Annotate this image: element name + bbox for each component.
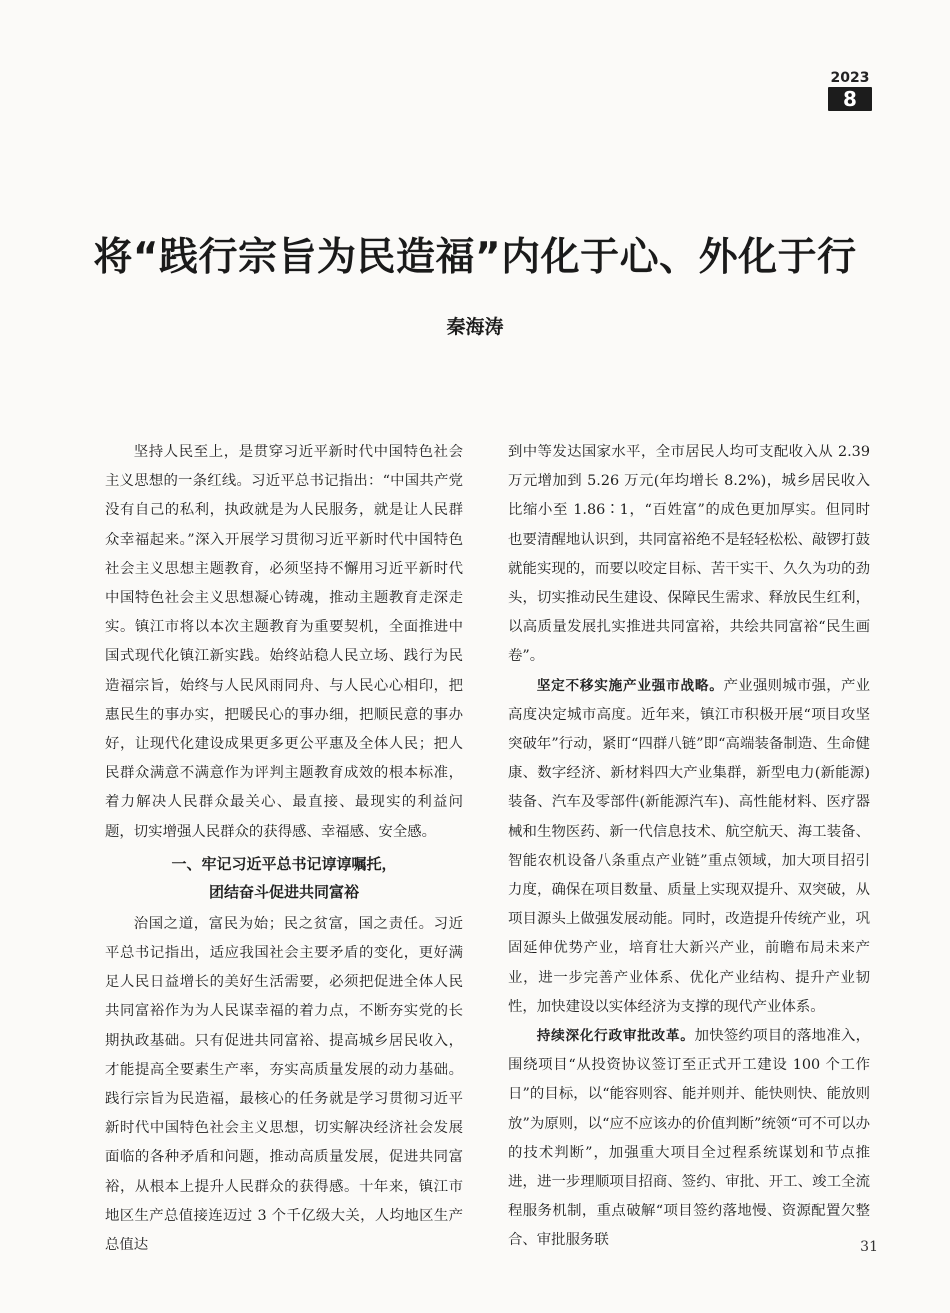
section-heading bbox=[105, 850, 463, 906]
continuation-paragraph: 到中等发达国家水平，全市居民人均可支配收入从 2.39 万元增加到 5.26 万元(年均增长 8.2%)，城乡居民收入比缩小至 1.86∶1，“百姓富”的成色更加厚实。但同时也要清醒地认识到，共同富裕绝不是轻轻松松、敲锣打鼓就能实现的，而要以咬定目标、苦干实干、久久为功的劲头，切实推动民生建设、保障民生需求、释放民生红利，以高质量发展扎实推进共同富裕，共绘共同富裕“民生画卷”。 bbox=[508, 444, 870, 665]
section-heading-line1: 一、牢记习近平总书记谆谆嘱托， bbox=[171, 854, 397, 873]
industry-lead: 坚定不移实施产业强市战略。 bbox=[536, 677, 724, 694]
article-title: 将“践行宗旨为民造福”内化于心、外化于行 bbox=[93, 235, 857, 280]
right-column bbox=[508, 438, 870, 1256]
article-author: 秦海涛 bbox=[446, 316, 504, 338]
intro-paragraph: 坚持人民至上，是贯穿习近平新时代中国特色社会主义思想的一条红线。习近平总书记指出：“中国共产党没有自己的私利，执政就是为人民服务，就是让人民群众幸福起来。”深入开展学习贯彻习近平新时代中国特色社会主义思想主题教育，必须坚持不懈用习近平新时代中国特色社会主义思想凝心铸魂，推动主题教育走深走实。镇江市将以本次主题教育为重要契机，全面推进中国式现代化镇江新实践。始终站稳人民立场、践行为民造福宗旨，始终与人民风雨同舟、与人民心心相印，把惠民生的事办实，把暖民心的事办细，把顺民意的事办好，让现代化建设成果更多更公平惠及全体人民；把人民群众满意不满意作为评判主题教育成效的根本标准，着力解决人民群众最关心、最直接、最现实的利益问题，切实增强人民群众的获得感、幸福感、安全感。 bbox=[105, 444, 463, 840]
industry-paragraph bbox=[508, 672, 870, 1022]
page-number: 31 bbox=[860, 1239, 878, 1255]
section-body-paragraph: 治国之道，富民为始；民之贫富，国之责任。习近平总书记指出，适应我国社会主要矛盾的变化，更好满足人民日益增长的美好生活需要，必须把促进全体人民共同富裕作为为人民谋幸福的着力点，不断夯实党的长期执政基础。只有促进共同富裕、提高城乡居民收入，才能提高全要素生产率，夯实高质量发展的动力基础。践行宗旨为民造福，最核心的任务就是学习贯彻习近平新时代中国特色社会主义思想，切实解决经济社会发展面临的各种矛盾和问题，推动高质量发展，促进共同富裕，从根本上提升人民群众的获得感。十年来，镇江市地区生产总值接连迈过 3 个千亿级大关，人均地区生产总值达 bbox=[105, 915, 463, 1254]
section-heading-line2: 团结奋斗促进共同富裕 bbox=[208, 882, 359, 901]
issue-year: 2023 bbox=[830, 70, 870, 86]
approval-body: 加快签约项目的落地准入，围绕项目“从投资协议签订至正式开工建设 100 个工作日”的目标，以“能容则容、能并则并、能快则快、能放则放”为原则，以“应不应该办的价值判断”统领“可不可以办的技术判断”，加强重大项目全过程系统谋划和节点推进，进一步理顺项目招商、签约、审批、开工、竣工全流程服务机制，重点破解“项目签约落地慢、资源配置欠整合、审批服务联 bbox=[508, 1028, 870, 1249]
approval-paragraph bbox=[508, 1022, 870, 1256]
issue-number: 8 bbox=[828, 87, 872, 111]
left-column bbox=[105, 438, 463, 1260]
issue-badge bbox=[828, 71, 872, 113]
approval-lead: 持续深化行政审批改革。 bbox=[536, 1028, 695, 1045]
industry-body: 产业强则城市强，产业高度决定城市高度。近年来，镇江市积极开展“项目攻坚突破年”行动，紧盯“四群八链”即“高端装备制造、生命健康、数字经济、新材料四大产业集群，新型电力(新能源)装备、汽车及零部件(新能源汽车)、高性能材料、医疗器械和生物医药、新一代信息技术、航空航天、海工装备、智能农机设备八条重点产业链”重点领域，加大项目招引力度，确保在项目数量、质量上实现双提升、双突破，从项目源头上做强发展动能。同时，改造提升传统产业，巩固延伸优势产业，培育壮大新兴产业，前瞻布局未来产业，进一步完善产业体系、优化产业结构、提升产业韧性，加快建设以实体经济为支撑的现代产业体系。 bbox=[508, 677, 870, 1015]
